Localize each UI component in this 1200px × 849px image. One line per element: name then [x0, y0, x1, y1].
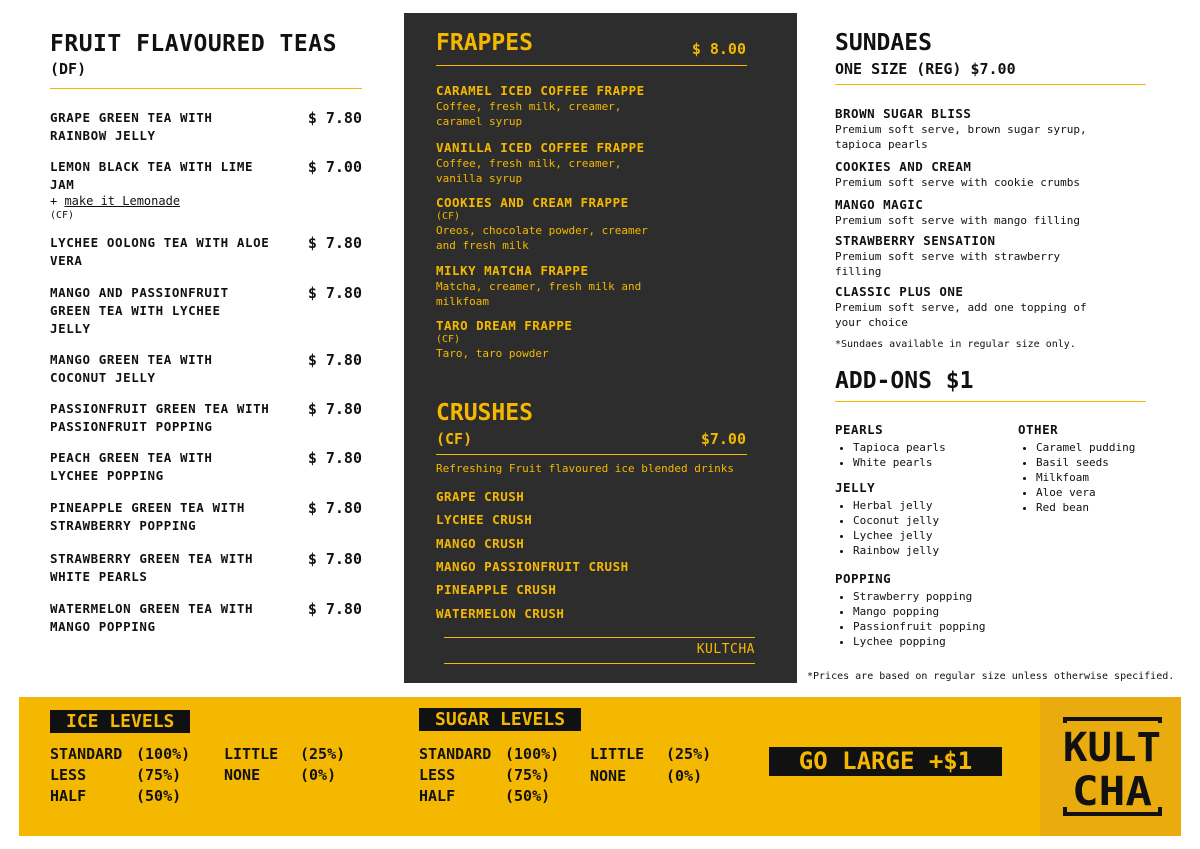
sundae-item: [835, 233, 1135, 279]
sundae-desc: Premium soft serve with strawberry filling: [835, 250, 1061, 278]
frappe-desc: Matcha, creamer, fresh milk and milkfoam: [436, 280, 642, 308]
logo-line-2: CHA: [1072, 769, 1152, 815]
frappe-name: COOKIES AND CREAM FRAPPE: [436, 195, 629, 210]
tea-name: LYCHEE OOLONG TEA WITH ALOE VERA: [50, 235, 270, 268]
tea-price: $ 7.00: [307, 158, 362, 176]
logo-line-1: KULT: [1063, 725, 1161, 771]
addon-item: • Mango popping: [853, 604, 985, 619]
levels-bar: [19, 697, 1181, 836]
addon-item: • Lychee jelly: [853, 528, 939, 543]
crushes-title: CRUSHES: [436, 400, 533, 426]
crushes-price: $7.00: [700, 430, 746, 448]
ice-levels-title: ICE LEVELS: [50, 710, 190, 733]
frappe-note: (CF): [436, 211, 461, 222]
logo-mark: [1040, 697, 1181, 836]
tea-price: $ 7.80: [307, 109, 362, 127]
addon-group-jelly: [835, 480, 939, 558]
addon-group-other: [1018, 422, 1135, 515]
tea-price: $ 7.80: [307, 600, 362, 618]
ice-level-value: (25%): [300, 745, 346, 763]
frappe-name: VANILLA ICED COFFEE FRAPPE: [436, 140, 645, 155]
tea-item: [50, 400, 362, 436]
addon-item: • Aloe vera: [1036, 485, 1135, 500]
ice-level-name: LESS: [50, 766, 87, 784]
sugar-level-value: (100%): [505, 745, 560, 763]
tea-name: WATERMELON GREEN TEA WITH MANGO POPPING: [50, 601, 254, 634]
sugar-level-value: (25%): [666, 745, 712, 763]
sundae-desc: Premium soft serve with cookie crumbs: [835, 176, 1081, 189]
sundae-item: [835, 106, 1135, 152]
tea-item: [50, 284, 362, 338]
tea-name: PASSIONFRUIT GREEN TEA WITH PASSIONFRUIT POPPING: [50, 401, 270, 434]
sundaes-note: *Sundaes available in regular size only.: [835, 339, 1076, 350]
sundae-desc: Premium soft serve with mango filling: [835, 214, 1081, 227]
sundaes-title: SUNDAES: [835, 30, 932, 56]
crush-item: PINEAPPLE CRUSH: [436, 582, 557, 597]
sundae-item: [835, 197, 1135, 228]
addons-divider: [835, 401, 1146, 402]
addon-item: • Coconut jelly: [853, 513, 939, 528]
sugar-levels-title: SUGAR LEVELS: [419, 708, 581, 731]
ice-level-value: (0%): [300, 766, 337, 784]
sugar-level-name: LITTLE: [590, 745, 645, 763]
addon-item: • Red bean: [1036, 500, 1135, 515]
frappes-price: $ 8.00: [691, 40, 746, 58]
frappe-desc: Oreos, chocolate powder, creamer and fresh milk: [436, 224, 648, 252]
addons-title: ADD-ONS $1: [835, 368, 974, 394]
addon-item: • Tapioca pearls: [853, 440, 946, 455]
brand-rule-top: [444, 637, 755, 638]
tea-item: [50, 449, 362, 485]
tea-item: [50, 600, 362, 636]
price-note: *Prices are based on regular size unless otherwise specified.: [807, 671, 1175, 682]
frappe-item: [436, 318, 766, 361]
crush-item: MANGO CRUSH: [436, 536, 525, 551]
tea-price: $ 7.80: [307, 400, 362, 418]
addon-item: • Strawberry popping: [853, 589, 985, 604]
addon-item: • White pearls: [853, 455, 946, 470]
addon-item: • Milkfoam: [1036, 470, 1135, 485]
frappe-name: MILKY MATCHA FRAPPE: [436, 263, 589, 278]
tea-item: [50, 234, 362, 270]
crush-item: GRAPE CRUSH: [436, 489, 525, 504]
frappe-note: (CF): [436, 334, 461, 345]
tea-item: [50, 158, 362, 222]
sugar-level-name: LESS: [419, 766, 456, 784]
addon-item: • Herbal jelly: [853, 498, 939, 513]
tea-price: $ 7.80: [307, 284, 362, 302]
addon-item: • Passionfruit popping: [853, 619, 985, 634]
tea-name: PINEAPPLE GREEN TEA WITH STRAWBERRY POPPING: [50, 500, 246, 533]
sundae-desc: Premium soft serve, add one topping of your choice: [835, 301, 1087, 329]
addon-group-pearls: [835, 422, 946, 470]
tea-price: $ 7.80: [307, 234, 362, 252]
brand-text: KULTCHA: [696, 642, 755, 657]
tea-name: MANGO GREEN TEA WITH COCONUT JELLY: [50, 352, 213, 385]
tea-price: $ 7.80: [307, 550, 362, 568]
brand-rule-bottom: [444, 663, 755, 664]
frappe-item: [436, 140, 766, 186]
sugar-level-name: HALF: [419, 787, 456, 805]
addon-item: • Caramel pudding: [1036, 440, 1135, 455]
crush-item: MANGO PASSIONFRUIT CRUSH: [436, 559, 629, 574]
sundaes-divider: [835, 84, 1146, 85]
frappes-title: FRAPPES: [436, 30, 533, 56]
ice-level-name: HALF: [50, 787, 87, 805]
frappe-item: [436, 195, 766, 253]
sugar-level-name: NONE: [590, 767, 627, 785]
addon-group-title: JELLY: [835, 480, 876, 495]
addon-group-title: PEARLS: [835, 422, 884, 437]
crushes-subtitle: (CF): [436, 430, 473, 448]
logo-frame-top: [1065, 719, 1160, 723]
sugar-level-name: STANDARD: [419, 745, 492, 763]
tea-name: GRAPE GREEN TEA WITH RAINBOW JELLY: [50, 110, 213, 143]
frappe-desc: Taro, taro powder: [436, 347, 549, 360]
sugar-level-value: (0%): [666, 767, 703, 785]
sundae-name: COOKIES AND CREAM: [835, 159, 972, 174]
addon-item: • Lychee popping: [853, 634, 985, 649]
ice-level-name: NONE: [224, 766, 261, 784]
sundae-name: BROWN SUGAR BLISS: [835, 106, 972, 121]
sundae-item: [835, 159, 1135, 190]
frappe-desc: Coffee, fresh milk, creamer, vanilla syrup: [436, 157, 622, 185]
sugar-level-value: (75%): [505, 766, 551, 784]
addon-group-title: OTHER: [1018, 422, 1059, 437]
ice-level-value: (100%): [136, 745, 191, 763]
sundae-name: CLASSIC PLUS ONE: [835, 284, 964, 299]
tea-name: STRAWBERRY GREEN TEA WITH WHITE PEARLS: [50, 551, 254, 584]
tea-name: LEMON BLACK TEA WITH LIME JAM: [50, 159, 254, 192]
tea-price: $ 7.80: [307, 449, 362, 467]
lemonade-option: [50, 194, 362, 209]
sundae-name: MANGO MAGIC: [835, 197, 924, 212]
sundae-item: [835, 284, 1135, 330]
tea-item: [50, 351, 362, 387]
ice-level-value: (75%): [136, 766, 182, 784]
tea-name: PEACH GREEN TEA WITH LYCHEE POPPING: [50, 450, 213, 483]
frappe-desc: Coffee, fresh milk, creamer, caramel syrup: [436, 100, 622, 128]
kultcha-logo: [1040, 697, 1181, 836]
lemonade-link[interactable]: make it Lemonade: [64, 194, 181, 208]
tea-item: [50, 550, 362, 586]
frappe-name: CARAMEL ICED COFFEE FRAPPE: [436, 83, 645, 98]
addon-group-popping: [835, 571, 985, 649]
crush-item: WATERMELON CRUSH: [436, 606, 565, 621]
addon-item: • Rainbow jelly: [853, 543, 939, 558]
tea-price: $ 7.80: [307, 499, 362, 517]
addon-group-title: POPPING: [835, 571, 892, 586]
ice-level-name: STANDARD: [50, 745, 123, 763]
tea-item: [50, 109, 362, 145]
sundae-name: STRAWBERRY SENSATION: [835, 233, 996, 248]
sundaes-subtitle: ONE SIZE (REG) $7.00: [835, 60, 1016, 78]
ice-level-name: LITTLE: [224, 745, 279, 763]
lemonade-note: (CF): [50, 210, 75, 221]
sugar-level-value: (50%): [505, 787, 551, 805]
teas-title: FRUIT FLAVOURED TEAS: [50, 31, 337, 57]
tea-item: [50, 499, 362, 535]
frappe-name: TARO DREAM FRAPPE: [436, 318, 573, 333]
teas-divider: [50, 88, 362, 89]
tea-name: MANGO AND PASSIONFRUIT GREEN TEA WITH LYCHEE JELLY: [50, 285, 229, 336]
teas-section: [50, 30, 362, 89]
lemonade-prefix: +: [50, 194, 65, 208]
frappes-crushes-panel: [404, 13, 797, 683]
crush-item: LYCHEE CRUSH: [436, 512, 533, 527]
frappe-item: [436, 83, 766, 129]
crushes-desc: Refreshing Fruit flavoured ice blended drinks: [436, 462, 735, 475]
tea-price: $ 7.80: [307, 351, 362, 369]
teas-subtitle: (DF): [50, 60, 87, 78]
addon-item: • Basil seeds: [1036, 455, 1135, 470]
frappes-divider: [436, 65, 747, 66]
crushes-divider: [436, 454, 747, 455]
go-large-banner: GO LARGE +$1: [769, 747, 1002, 776]
sundae-desc: Premium soft serve, brown sugar syrup, tapioca pearls: [835, 123, 1087, 151]
frappe-item: [436, 263, 766, 309]
ice-level-value: (50%): [136, 787, 182, 805]
